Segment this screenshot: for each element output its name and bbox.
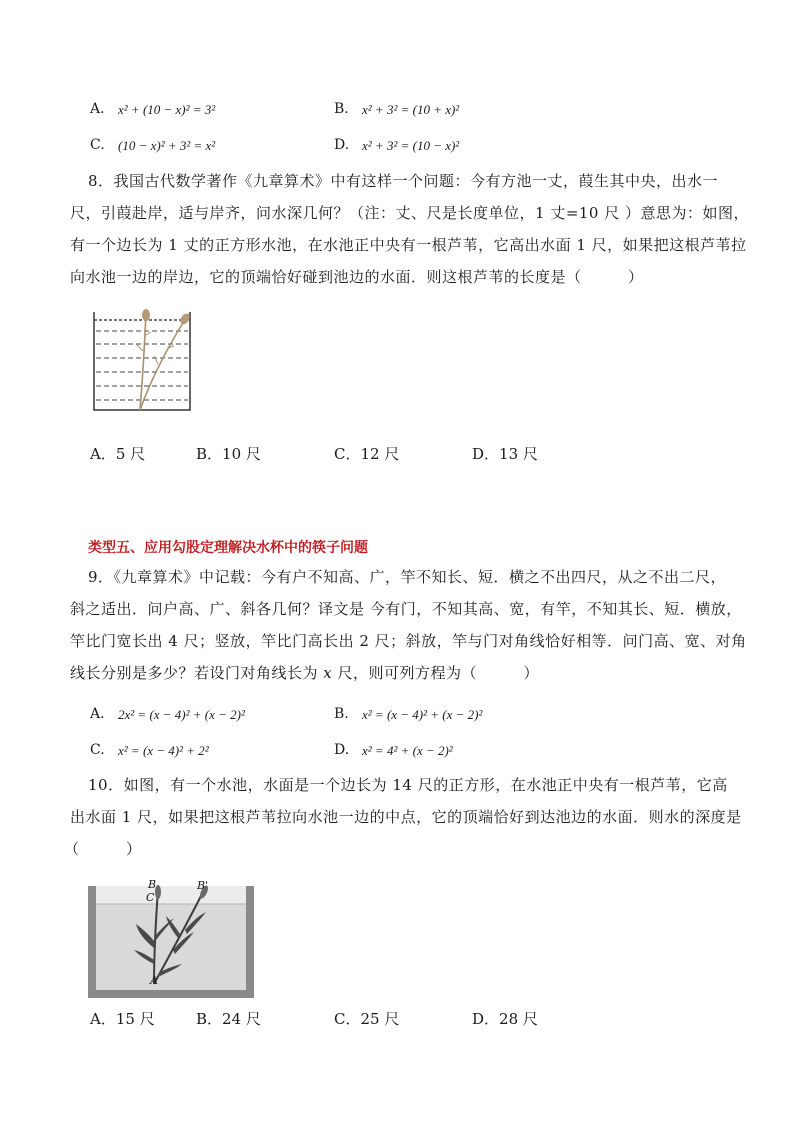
pond-walls [94, 312, 190, 410]
q10-label-b: B [148, 878, 157, 891]
q9-text-line-1: 9．《九章算术》中记载：今有户不知高、广，竿不知长、短．横之不出四尺，从之不出二尺， [88, 568, 727, 586]
q9-text-line-2: 斜之适出．问户高、广、斜各几何？译文是 今有门，不知其高、宽，有竿，不知其长、短．横放， [70, 600, 742, 618]
q10-choice-b: B．24 尺 [196, 1010, 261, 1028]
q9-option-d-expression: x² = 4² + (x − 2)² [362, 743, 453, 758]
q9-line-4-end: 尺，则可列方程为（ ） [332, 664, 540, 682]
q8-choice-d: D．13 尺 [472, 445, 538, 463]
q7-option-c-label: C. [90, 137, 105, 153]
q8-choice-a: A．5 尺 [90, 445, 146, 463]
q7-option-a-expression: x² + (10 − x)² = 3² [118, 102, 216, 117]
q7-option-a-label: A. [90, 101, 105, 117]
q9-variable-x: x [323, 664, 333, 682]
q9-option-c-label: C. [90, 742, 105, 758]
q7-option-c-expression: (10 − x)² + 3² = x² [118, 138, 216, 153]
q8-text-line-4: 向水池一边的岸边，它的顶端恰好碰到池边的水面．则这根芦苇的长度是（ ） [70, 268, 644, 286]
q10-choice-a: A．15 尺 [90, 1010, 155, 1028]
q10-label-a: A [150, 974, 158, 987]
q10-label-b-prime: B' [197, 879, 209, 892]
water-surface-band [96, 886, 246, 904]
q8-pond-figure [88, 306, 198, 418]
q9-option-a-expression: 2x² = (x − 4)² + (x − 2)² [118, 707, 245, 722]
q9-option-a-label: A. [90, 706, 105, 722]
q8-text-line-2: 尺，引葭赴岸，适与岸齐，问水深几何？（注：丈、尺是长度单位，1 丈=10 尺 ）意思为：如图， [70, 204, 750, 222]
q8-choice-c: C．12 尺 [334, 445, 400, 463]
q8-text-line-3: 有一个边长为 1 丈的正方形水池，在水池正中央有一根芦苇，它高出水面 1 尺，如果把这根芦苇拉 [70, 236, 747, 254]
q9-line-4-start: 线长分别是多少？若设门对角线长为 [70, 664, 324, 682]
q8-choice-b: B．10 尺 [196, 445, 261, 463]
q7-option-b-label: B. [334, 101, 349, 117]
reed-stems [140, 314, 186, 410]
q10-pond-figure [88, 878, 254, 998]
reed-tops [142, 309, 192, 326]
q9-option-b-expression: x² = (x − 4)² + (x − 2)² [362, 707, 483, 722]
reed-leaves [136, 332, 174, 364]
q9-text-line-4 [70, 663, 539, 683]
q7-option-d-expression: x² + 3² = (10 − x)² [362, 138, 460, 153]
q10-choice-c: C．25 尺 [334, 1010, 400, 1028]
q7-option-d-label: D. [334, 137, 350, 153]
q9-option-d-label: D. [334, 742, 350, 758]
q7-option-b-expression: x² + 3² = (10 + x)² [362, 102, 460, 117]
q10-label-c: C [146, 891, 155, 904]
q9-text-line-3: 竿比门宽长出 4 尺；竖放，竿比门高长出 2 尺；斜放，竿与门对角线恰好相等．问门高、宽、对角 [70, 632, 747, 650]
q9-option-c-expression: x² = (x − 4)² + 2² [118, 743, 209, 758]
q10-text-line-3: （ ） [64, 840, 142, 858]
q10-text-line-2: 出水面 1 尺，如果把这根芦苇拉向水池一边的中点，它的顶端恰好到达池边的水面．则水的深度是 [70, 808, 742, 826]
q10-text-line-1: 10．如图，有一个水池，水面是一个边长为 14 尺的正方形，在水池正中央有一根芦苇，它高 [88, 776, 728, 794]
q10-choice-d: D．28 尺 [472, 1010, 538, 1028]
section-five-heading: 类型五、应用勾股定理解决水杯中的筷子问题 [88, 540, 368, 556]
q9-option-b-label: B. [334, 706, 349, 722]
q8-text-line-1: 8．我国古代数学著作《九章算术》中有这样一个问题：今有方池一丈，葭生其中央，出水一 [88, 172, 719, 190]
